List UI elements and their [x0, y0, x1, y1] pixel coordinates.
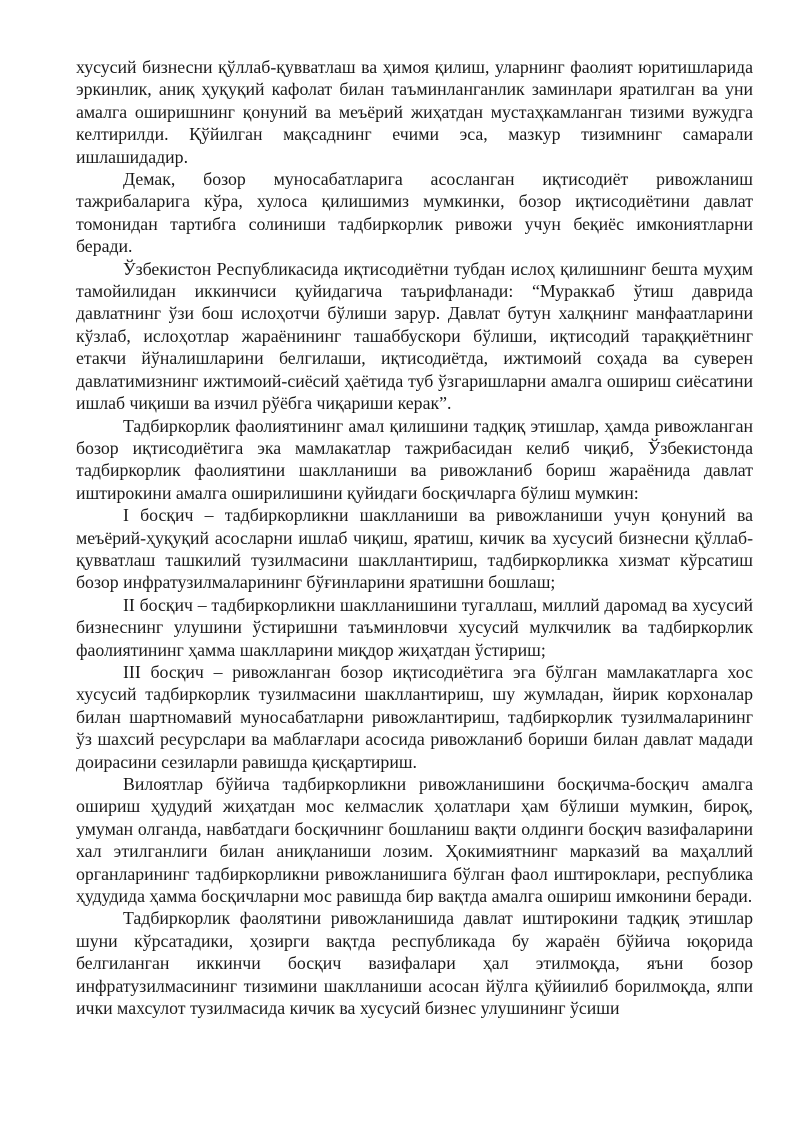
paragraph-stage-3: III босқич – ривожланган бозор иқтисодиётига эга бўлган мамлакатларга хос хусусий тадбиркорлик тузилмасини шакллантириш, шу жумладан, йирик корхоналар билан шартномавий муносабатларни ривожлантириш, тадбиркорлик тузилмаларининг ўз шахсий ресурслари ва маблағлари асосида ривожланиб бориши билан давлат мадади доирасини сезиларли равишда қисқартириш.	[76, 661, 753, 772]
paragraph-4: Тадбиркорлик фаолиятининг амал қилишини тадқиқ этишлар, ҳамда ривожланган бозор иқтисодиётига эка мамлакатлар тажрибасидан келиб чиқиб, Ўзбекистонда тадбиркорлик фаолиятини шаклланиши ва ривожланиб бориш жараёнида давлат иштирокини амалга оширилишини қуйидаги босқичларга бўлиш мумкин:	[76, 415, 753, 503]
paragraph-8: Вилоятлар бўйича тадбиркорликни ривожланишини босқичма-босқич амалга ошириш ҳудудий жиҳатдан мос келмаслик ҳолатлари ҳам бўлиши мумкин, бироқ, умуман олганда, навбатдаги босқичнинг бошланиш вақти олдинги босқич вазифаларини хал этилганлиги билан аниқланиши лозим. Ҳокимиятнинг марказий ва маҳаллий органларининг тадбиркорликни ривожланишига бўлган фаол иштироклари, республика ҳудудида ҳамма босқичларни мос равишда бир вақтда амалга ошириш имконини беради.	[76, 774, 753, 907]
paragraph-stage-1: I босқич – тадбиркорликни шаклланиши ва ривожланиши учун қонуний ва меъёрий-ҳуқуқий асосларни ишлаб чиқиш, яратиш, кичик ва хусусий бизнесни қўллаб-қувватлаш ташкилий тузилмасини шакллантириш, тадбиркорликка хизмат кўрсатиш бозор инфратузилмаларининг бўғинларини яратишни бошлаш;	[76, 505, 753, 593]
document-page	[76, 56, 753, 1019]
paragraph-stage-2: II босқич – тадбиркорликни шаклланишини тугаллаш, миллий даромад ва хусусий бизнеснинг улушини ўстиришни таъминловчи хусусий мулкчилик ва тадбиркорлик фаолиятининг ҳамма шаклларини миқдор жиҳатдан ўстириш;	[76, 594, 753, 660]
paragraph-2: Демак, бозор муносабатларига асосланган иқтисодиёт ривожланиш тажрибаларига кўра, хулоса қилишимиз мумкинки, бозор иқтисодиётини давлат томонидан тартибга солиниши тадбиркорлик ривожи учун беқиёс имкониятларни беради.	[76, 169, 753, 257]
paragraph-3: Ўзбекистон Республикасида иқтисодиётни тубдан ислоҳ қилишнинг бешта муҳим тамойилидан иккинчиси қуйидагича таърифланади: “Мураккаб ўтиш даврида давлатнинг ўзи бош ислоҳотчи бўлиши зарур. Давлат бутун халқнинг манфаатларини кўзлаб, ислоҳотлар жараёнининг ташаббускори бўлиши, иқтисодий тараққиётнинг етакчи йўналишларини белгилаши, иқтисодиётда, ижтимоий соҳада ва суверен давлатимизнинг ижтимоий-сиёсий ҳаётида туб ўзгаришларни амалга ошириш сиёсатини ишлаб чиқиши ва изчил рўёбга чиқариши керак”.	[76, 258, 753, 414]
paragraph-9: Тадбиркорлик фаолятини ривожланишида давлат иштирокини тадқиқ этишлар шуни кўрсатадики, ҳозирги вақтда республикада бу жараён бўйича юқорида белгиланган иккинчи босқич вазифалари ҳал этилмоқда, яъни бозор инфратузилмасининг тизимини шаклланиши асосан йўлга қўйиилиб борилмоқда, ялпи ички махсулот тузилмасида кичик ва хусусий бизнес улушининг ўсиши	[76, 908, 753, 1019]
paragraph-1: хусусий бизнесни қўллаб-қувватлаш ва ҳимоя қилиш, уларнинг фаолият юритишларида эркинлик, аниқ ҳуқуқий кафолат билан таъминланганлик заминлари яратилган ва уни амалга оширишнинг қонуний ва меъёрий жиҳатдан мустаҳкамланган тизими вужудга келтирилди. Қўйилган мақсаднинг ечими эса, мазкур тизимнинг самарали ишлашидадир.	[76, 57, 753, 167]
